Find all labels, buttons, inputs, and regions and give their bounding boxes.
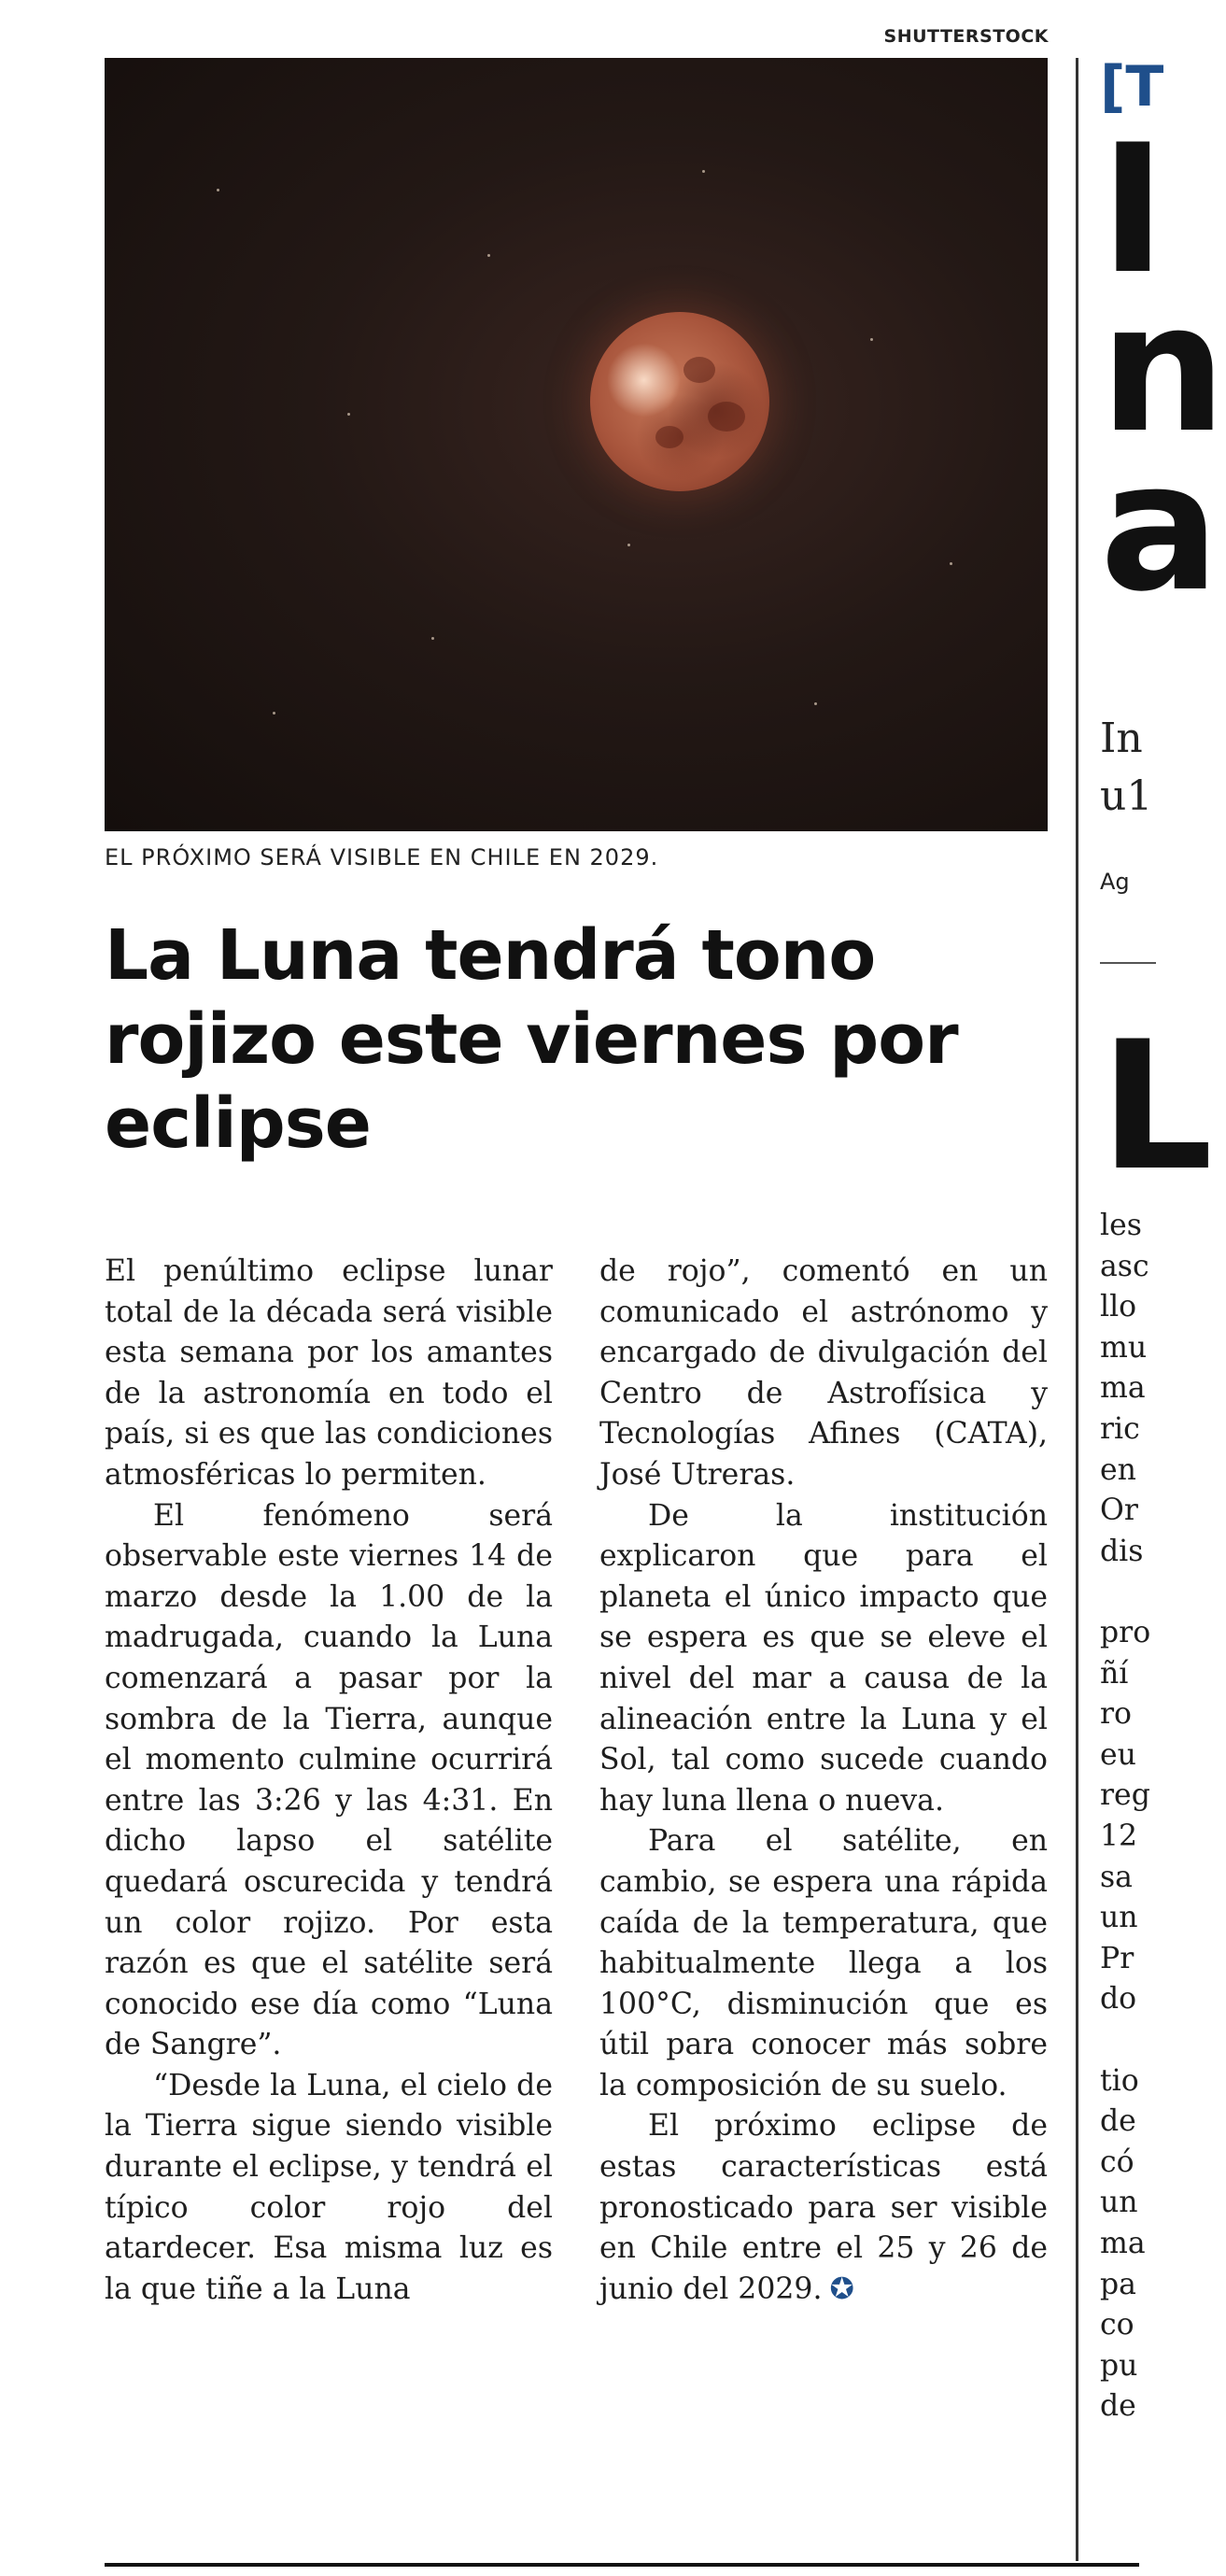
text-line-fragment: sa (1100, 1860, 1133, 1894)
bottom-rule (105, 2563, 1139, 2567)
photo-caption: EL PRÓXIMO SERÁ VISIBLE EN CHILE EN 2029. (105, 844, 659, 870)
eclipse-photo (105, 58, 1048, 831)
text-line-fragment: dis (1100, 1534, 1144, 1568)
headline-fragment: a (1100, 424, 1220, 630)
section-tag-fragment: [T (1100, 54, 1164, 120)
subhead-fragment: In (1100, 715, 1143, 762)
text-line-fragment: ñí (1100, 1656, 1129, 1691)
photo-credit: SHUTTERSTOCK (883, 26, 1049, 47)
text-line-fragment: ma (1100, 1371, 1146, 1406)
text-line-fragment: llo (1100, 1290, 1137, 1324)
end-of-article-icon: ✪ (829, 2272, 854, 2306)
text-line-fragment: reg (1100, 1778, 1150, 1813)
text-line-fragment: 12 (1100, 1819, 1138, 1853)
paragraph: De la institución explicaron que para el planeta el único impacto que se espera es que se eleve el nivel del mar a causa de la alineación entre la Luna y el Sol, tal como sucede cuando hay luna llena o nueva. (599, 1498, 1048, 1818)
text-line-fragment: un (1100, 2186, 1138, 2220)
text-line-fragment: eu (1100, 1737, 1136, 1772)
text-line-fragment: un (1100, 1901, 1138, 1935)
red-moon (590, 312, 769, 491)
text-line-fragment: de (1100, 2389, 1136, 2424)
text-line-fragment: pro (1100, 1616, 1151, 1649)
text-line-fragment: do (1100, 1982, 1137, 2017)
headline-fragment: n (1100, 265, 1226, 472)
article-column-2 (599, 1252, 1048, 2310)
text-line-fragment: ma (1100, 2227, 1146, 2260)
text-line-fragment: asc (1100, 1249, 1149, 1283)
text-line-fragment: mu (1100, 1330, 1148, 1365)
text-line-fragment: pu (1100, 2348, 1138, 2383)
text-line-fragment: pa (1100, 2267, 1136, 2301)
headline-fragment: I (1100, 106, 1166, 313)
text-line-fragment: tio (1100, 2063, 1139, 2098)
paragraph: Para el satélite, en cambio, se espera una rápida caída de la temperatura, que habitualmente llega a los 100°C, disminución que es útil para conocer más sobre la composición de su suelo. (599, 1824, 1048, 2102)
text-line-fragment: Or (1100, 1493, 1138, 1528)
paragraph: El penúltimo eclipse lunar total de la década será visible esta semana por los amantes de la astronomía en todo el país, si es que las condiciones atmosféricas lo permiten. (105, 1254, 553, 1492)
article-headline: La Luna tendrá tono rojizo este viernes por eclipse (105, 915, 958, 1164)
text-line-fragment: co (1100, 2308, 1134, 2342)
text-line-fragment: de (1100, 2104, 1136, 2139)
paragraph: “Desde la Luna, el cielo de la Tierra sigue siendo visible durante el eclipse, y tendrá el típico color rojo del atardecer. Esa misma luz es la que tiñe a la Luna (105, 2068, 553, 2306)
paragraph-text: El próximo eclipse de estas características está pronosticado para ser visible en Chile entre el 25 y 26 de junio del 2029. (599, 2109, 1048, 2306)
divider (1100, 962, 1156, 964)
article-column-1 (105, 1252, 553, 2310)
paragraph-final (599, 2106, 1048, 2310)
byline-fragment: Ag (1100, 869, 1130, 895)
adjacent-article-cropped (1092, 0, 1226, 2576)
text-line-fragment: les (1100, 1209, 1142, 1242)
paragraph: El fenómeno será observable este viernes 14 de marzo desde la 1.00 de la madrugada, cuando la Luna comenzará a pasar por la sombra de la Tierra, aunque el momento culmine ocurrirá entre las 3:26 y las 4:31. En dicho lapso el satélite quedará oscurecida y tendrá un color rojizo. Por esta razón es que el satélite será conocido ese día como “Luna de Sangre”. (105, 1498, 553, 2062)
subhead-fragment: u1 (1100, 772, 1153, 820)
text-line-fragment: ric (1100, 1412, 1140, 1446)
drop-cap: L (1100, 1003, 1214, 1210)
text-line-fragment: Pr (1100, 1941, 1134, 1975)
paragraph: de rojo”, comentó en un comunicado el astrónomo y encargado de divulgación del Centro de Astrofísica y Tecnologías Afines (CATA), José Utreras. (599, 1254, 1048, 1492)
text-line-fragment: en (1100, 1452, 1136, 1487)
text-line-fragment: ro (1100, 1697, 1133, 1732)
column-divider (1076, 58, 1078, 2561)
text-line-fragment: có (1100, 2144, 1134, 2179)
